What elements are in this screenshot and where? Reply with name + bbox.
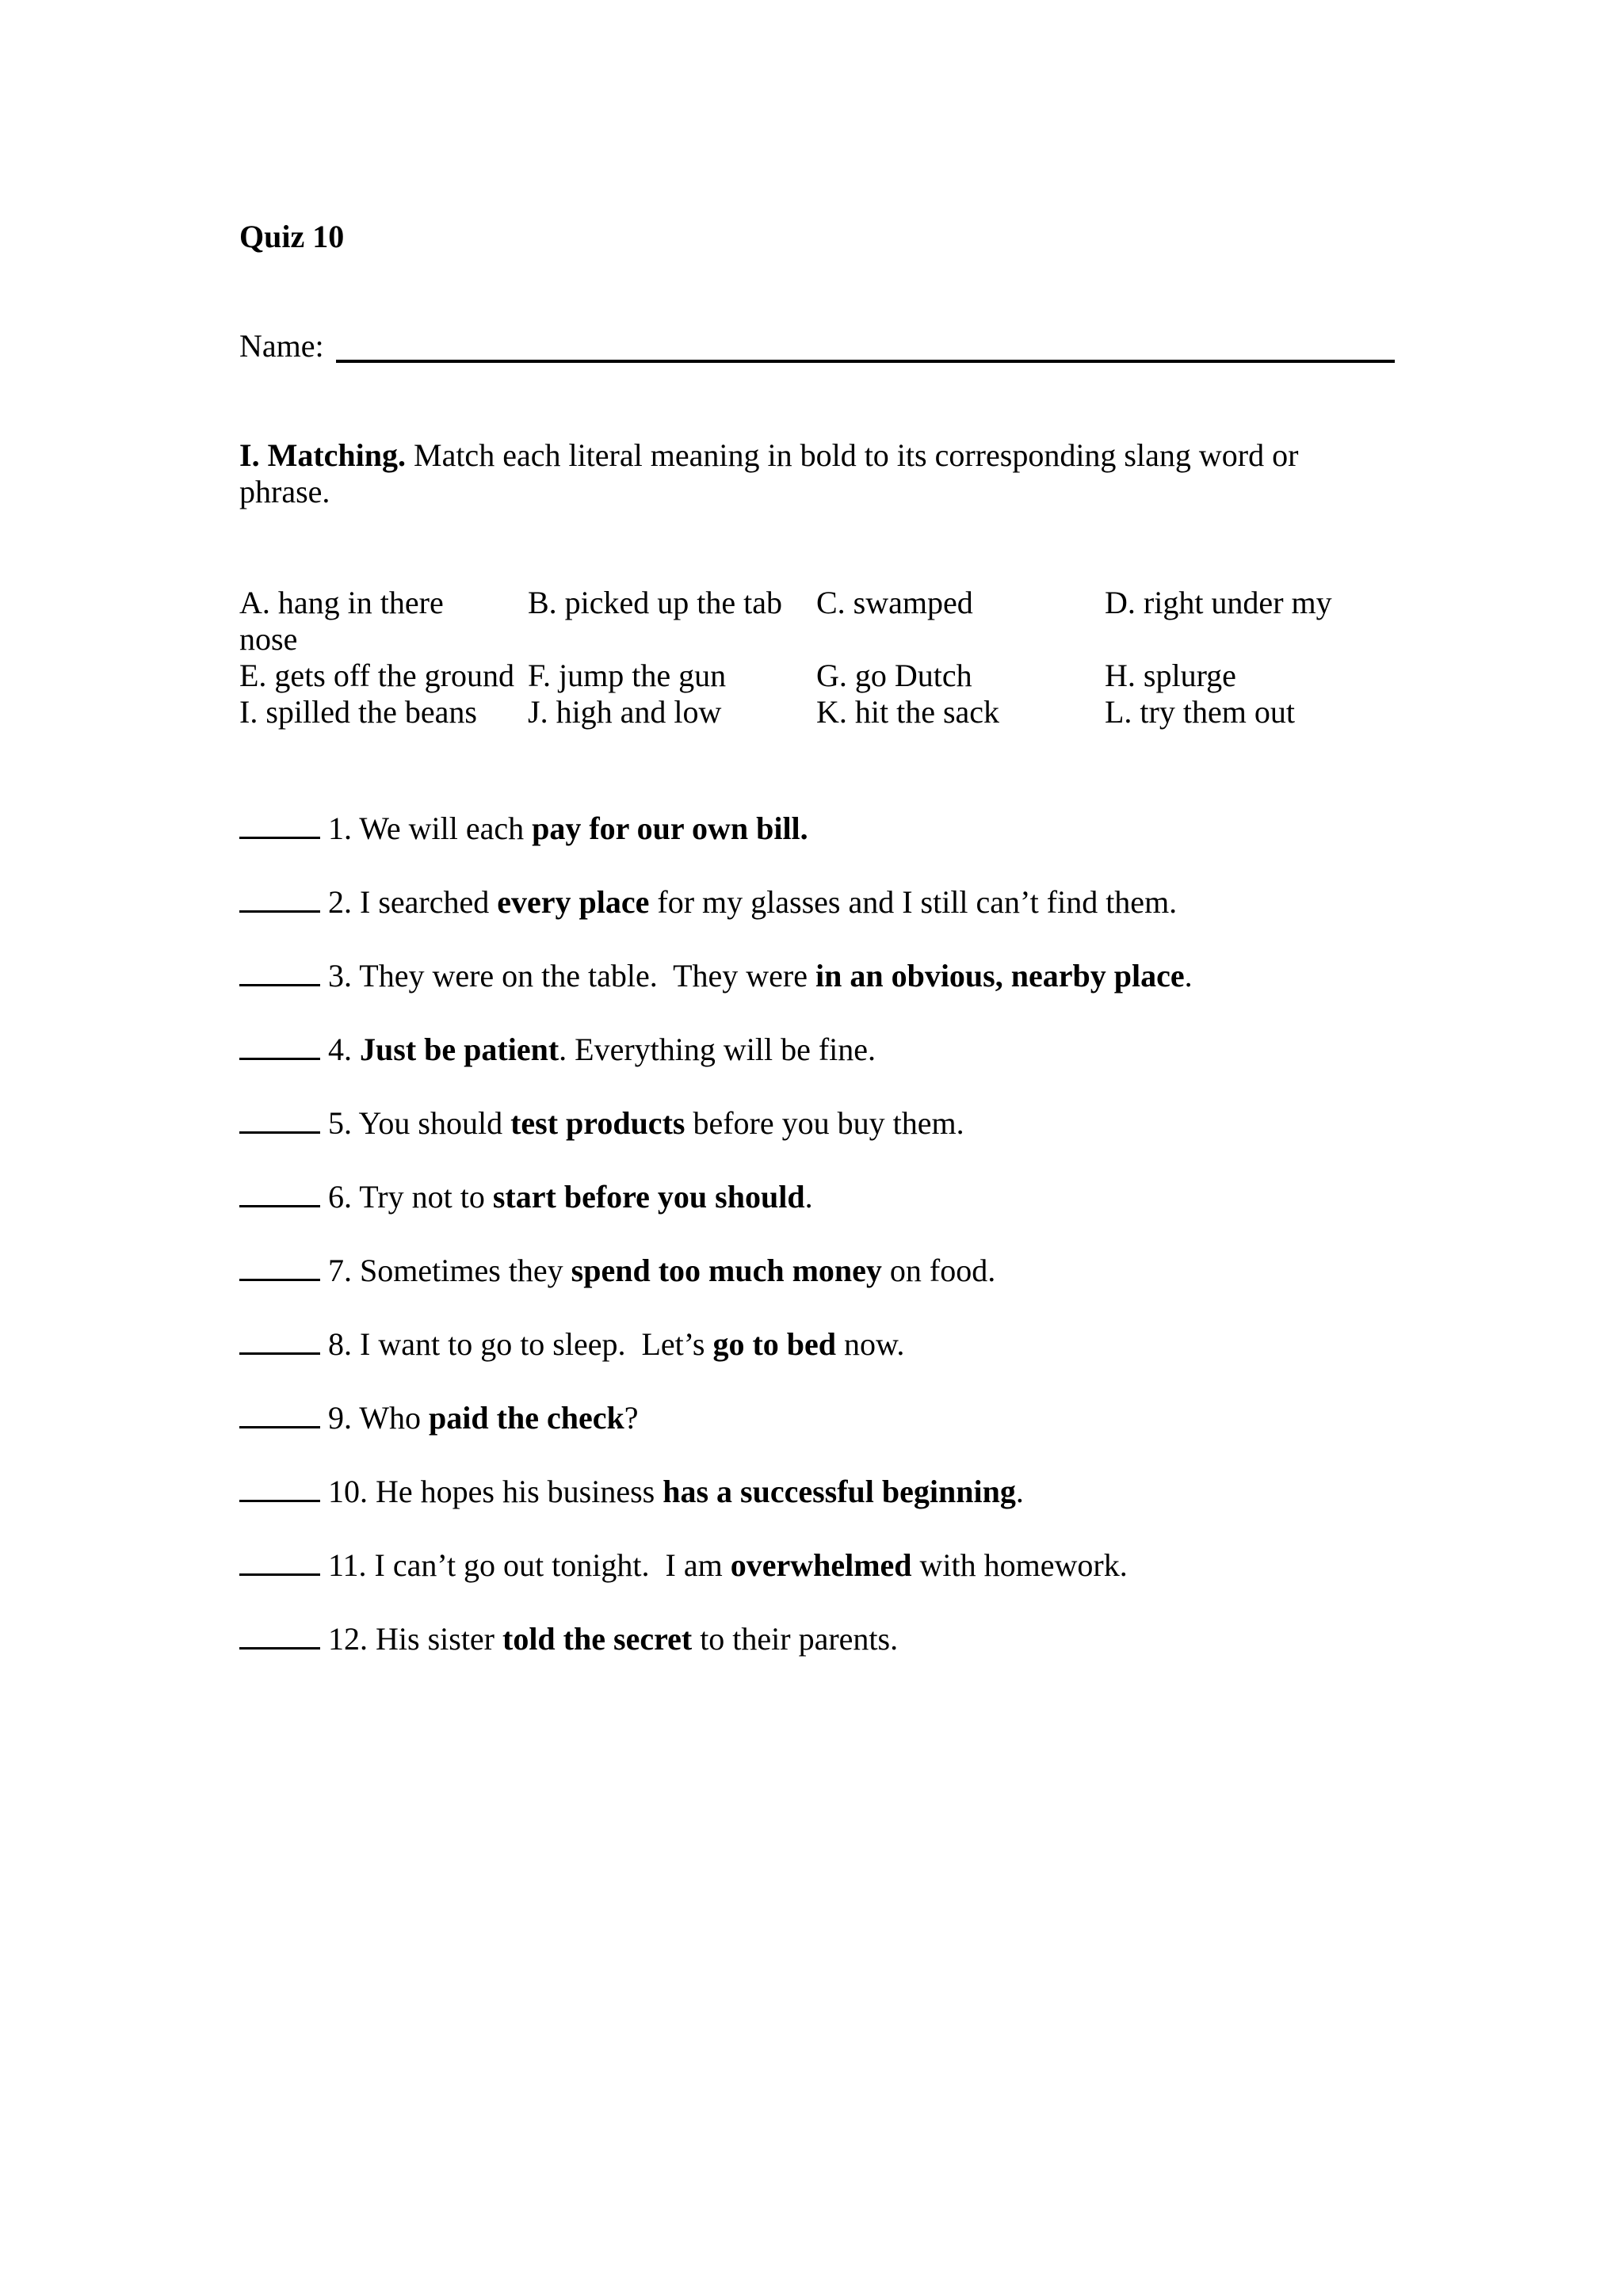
question-item [239, 1470, 1396, 1543]
question-number: 5. [328, 1105, 352, 1141]
question-number: 2. [328, 884, 352, 920]
question-number: 12. [328, 1621, 368, 1657]
question-text: We will each [359, 810, 533, 846]
option-item: A. hang in there [239, 585, 444, 620]
question-text: . [1184, 958, 1193, 994]
question-number: 4. [328, 1032, 352, 1067]
literal-meaning: Just be patient [360, 1032, 559, 1067]
option-item: D. right under my [1105, 585, 1332, 620]
option-item: E. gets off the ground [239, 658, 514, 693]
question-text: . [804, 1179, 813, 1215]
literal-meaning: overwhelmed [730, 1547, 912, 1583]
options-line [239, 585, 1396, 621]
name-blank-line[interactable] [336, 360, 1395, 363]
question-number: 9. [328, 1400, 352, 1436]
question-item [239, 1175, 1396, 1249]
question-text: They were on the table. They were [359, 958, 815, 994]
question-item [239, 1028, 1396, 1101]
literal-meaning: start before you should [492, 1179, 805, 1215]
answer-blank[interactable] [239, 1249, 320, 1281]
answer-blank[interactable] [239, 1470, 320, 1502]
question-number: 3. [328, 958, 352, 994]
option-item: K. hit the sack [816, 694, 1000, 730]
matching-instructions [239, 437, 1396, 510]
question-text: ? [624, 1400, 639, 1436]
question-text: I can’t go out tonight. I am [374, 1547, 731, 1583]
option-item: L. try them out [1105, 694, 1295, 730]
literal-meaning: in an obvious, nearby place [815, 958, 1185, 994]
question-item [239, 1101, 1396, 1175]
question-text: . [1015, 1474, 1024, 1509]
options-line [239, 621, 1396, 658]
option-item: B. picked up the tab [528, 585, 783, 620]
question-number: 8. [328, 1326, 352, 1362]
question-item [239, 1249, 1396, 1322]
question-list [239, 807, 1396, 1691]
answer-blank[interactable] [239, 1175, 320, 1207]
question-number: 6. [328, 1179, 352, 1215]
question-item [239, 1543, 1396, 1617]
question-text: on food. [881, 1253, 996, 1288]
instructions-text: Match each literal meaning in bold to its corresponding slang word or phrase. [239, 437, 1299, 509]
literal-meaning: paid the check [429, 1400, 624, 1436]
question-item [239, 1396, 1396, 1470]
option-item: F. jump the gun [528, 658, 727, 693]
literal-meaning: test products [510, 1105, 685, 1141]
option-item: I. spilled the beans [239, 694, 477, 730]
literal-meaning: has a successful beginning [663, 1474, 1016, 1509]
question-text: before you buy them. [685, 1105, 964, 1141]
question-item [239, 880, 1396, 954]
options-line [239, 694, 1396, 730]
question-text: He hopes his business [376, 1474, 663, 1509]
question-text: to their parents. [692, 1621, 899, 1657]
answer-blank[interactable] [239, 880, 320, 913]
literal-meaning: every place [497, 884, 650, 920]
question-text: with homework. [911, 1547, 1128, 1583]
page-title: Quiz 10 [239, 219, 345, 254]
question-item [239, 954, 1396, 1028]
options-line [239, 658, 1396, 694]
question-text: Try not to [359, 1179, 493, 1215]
answer-blank[interactable] [239, 807, 320, 839]
name-label: Name: [239, 328, 324, 364]
question-number: 11. [328, 1547, 367, 1583]
question-item [239, 807, 1396, 880]
answer-blank[interactable] [239, 1617, 320, 1650]
answer-blank[interactable] [239, 954, 320, 986]
question-text: for my glasses and I still can’t find them. [649, 884, 1178, 920]
answer-blank[interactable] [239, 1322, 320, 1355]
name-row [239, 328, 1396, 368]
answer-blank[interactable] [239, 1028, 320, 1060]
option-item: G. go Dutch [816, 658, 972, 693]
answer-blank[interactable] [239, 1543, 320, 1576]
question-text: I want to go to sleep. Let’s [360, 1326, 713, 1362]
literal-meaning: go to bed [712, 1326, 837, 1362]
literal-meaning: spend too much money [571, 1253, 882, 1288]
option-item: nose [239, 621, 298, 657]
option-item: C. swamped [816, 585, 973, 620]
answer-options [239, 585, 1396, 730]
question-text: now. [836, 1326, 905, 1362]
literal-meaning: pay for our own bill. [532, 810, 808, 846]
question-text: Sometimes they [360, 1253, 571, 1288]
question-text: You should [358, 1105, 511, 1141]
answer-blank[interactable] [239, 1396, 320, 1428]
answer-blank[interactable] [239, 1101, 320, 1134]
option-item: J. high and low [528, 694, 722, 730]
question-text: Who [359, 1400, 430, 1436]
question-number: 10. [328, 1474, 368, 1509]
option-item: H. splurge [1105, 658, 1236, 693]
literal-meaning: told the secret [502, 1621, 693, 1657]
question-number: 7. [328, 1253, 352, 1288]
question-text: I searched [360, 884, 498, 920]
question-text: . Everything will be fine. [559, 1032, 876, 1067]
question-item [239, 1617, 1396, 1691]
question-number: 1. [328, 810, 352, 846]
question-text: His sister [376, 1621, 502, 1657]
question-item [239, 1322, 1396, 1396]
section-heading: I. Matching. [239, 437, 406, 473]
